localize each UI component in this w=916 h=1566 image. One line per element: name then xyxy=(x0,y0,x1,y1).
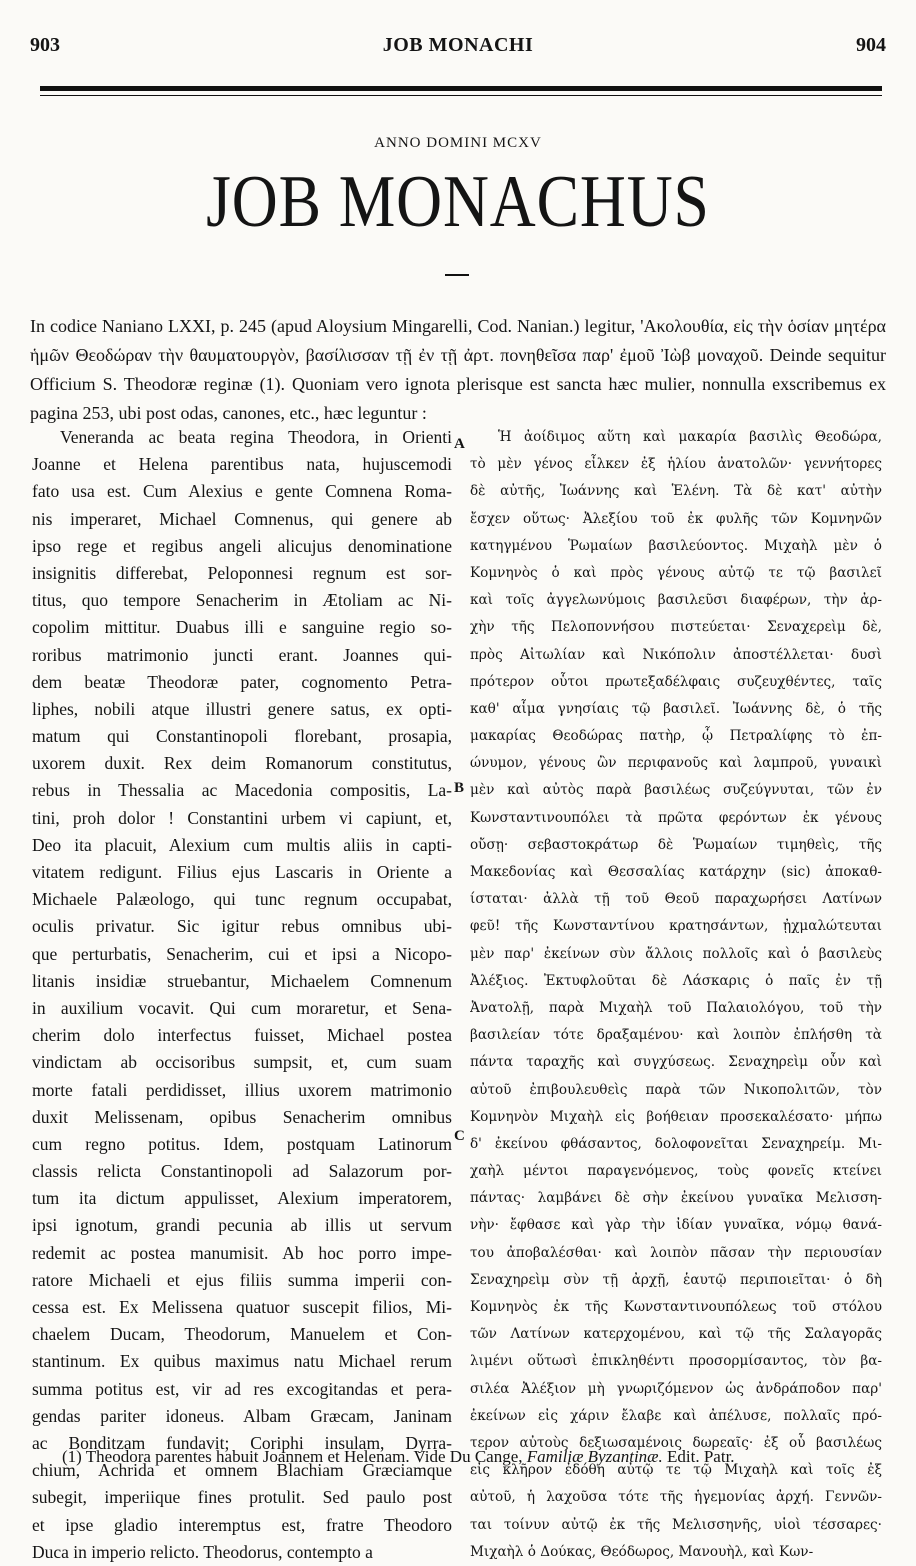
text-line: oculis privatur. Sic igitur rebus omnibus ubi- xyxy=(32,916,452,937)
page-number-left: 903 xyxy=(30,34,60,56)
text-line: classis relicta Constantinopoli ad Salazorum por- xyxy=(32,1161,452,1182)
text-line: litanis insidiæ struebantur, Michaelem Comnenum xyxy=(32,970,452,991)
text-line: χὴν τῆς Πελοποννήσου πιστεύεται· Σεναχερεὶμ δὲ, xyxy=(470,619,882,636)
running-title: JOB MONACHI xyxy=(382,34,534,56)
latin-column xyxy=(32,424,452,1566)
text-line: morte fatali perdidisset, illius uxorem matrimonio xyxy=(32,1079,452,1100)
text-line: ίσταται· ἀλλὰ τῇ τοῦ Θεοῦ παραχωρήσει Λατίνων xyxy=(470,891,882,908)
text-line: rebus in Thessalia ac Macedonia compositis, La- xyxy=(32,780,452,801)
text-line: subegit, imperiique fines protulit. Sed paulo post xyxy=(32,1487,452,1508)
header-rule-thin xyxy=(40,95,882,96)
text-line: Ἀνατολῇ, παρὰ Μιχαὴλ τοῦ Παλαιολόγου, τοῦ τὴν xyxy=(470,999,882,1016)
text-line: Κομνηνὸς ἐκ τῆς Κωνσταντινουπόλεως τοῦ στόλου xyxy=(470,1299,882,1315)
text-line: αὐτοῦ ἐπιβουλευθεὶς παρὰ τῶν Νικοπολιτῶν, τὸν xyxy=(470,1081,882,1098)
text-line: Μακεδονίας καὶ Θεσσαλίας κατάρχην (sic) ἀποκαθ- xyxy=(470,864,882,880)
text-line: Duca in imperio relicto. Theodorus, contempto a xyxy=(32,1541,373,1562)
text-line: τερον αὐτοὺς δεξιωσαμένοις δωρεαῖς· ἐξ οὗ βασιλέως xyxy=(470,1434,882,1451)
text-line: λιμένι οὕτωσὶ ἐπικληθέντι προσορμίσαντος, τὸν βα- xyxy=(470,1353,882,1370)
text-line: Κωνσταντινουπόλει τὰ πρῶτα φερόντων ἐκ γένους xyxy=(470,809,882,826)
text-line: τῶν Λατίνων κατερχομένου, καὶ τῷ τῆς Σαλαγορᾶς xyxy=(470,1326,882,1343)
text-line: εἰς κλῆρον ἐδόθη αὐτῷ τε τῷ Μιχαὴλ καὶ τοῖς ἐξ xyxy=(470,1462,882,1479)
anno-domini: ANNO DOMINI MCXV xyxy=(374,135,542,151)
text-line: δ' ἐκείνου φθάσαντος, δολοφονεῖται Σεναχηρείμ. Μι- xyxy=(470,1135,882,1152)
text-line: Σεναχηρεὶμ σὺν τῇ ἀρχῇ, ἑαυτῷ περιποιεῖται· ὁ δὴ xyxy=(470,1271,882,1288)
text-line: ratore Michaeli et ejus filiis summa imperii con- xyxy=(32,1269,452,1290)
text-line: vindictam ab occisoribus sumpsit, et, cum suam xyxy=(32,1052,452,1073)
margin-marker-b: B xyxy=(454,780,465,796)
text-line: Ἀλέξιος. Ἐκτυφλοῦται δὲ Λάσκαρις ὁ παῖς ἐν τῇ xyxy=(470,972,882,989)
text-line: ἔσχεν οὕτως· Ἀλεξίου τοῦ ἐκ φυλῆς τῶν Κομνηνῶν xyxy=(470,510,882,527)
text-line: ipsi ignotum, grandi pecunia ab illis ut servum xyxy=(32,1215,452,1236)
text-line: βασιλείαν τότε δραξαμένου· καὶ λοιπὸν ἐπλήσθη τὰ xyxy=(470,1027,882,1044)
text-line: Κομνηνὸς ὁ καὶ πρὸς γένους αὐτῷ τε τῷ βασιλεῖ xyxy=(470,564,882,581)
text-line: Veneranda ac beata regina Theodora, in Orienti xyxy=(60,427,452,447)
text-line: Joanne et Helena parentibus nata, hujuscemodi xyxy=(32,454,452,475)
text-line: chium, Achrida et omnem Blachiam Græciamque xyxy=(32,1460,452,1481)
text-line: πρότερον οὗτοι πρωτεξαδέλφαις συζευχθέντες, ταῖς xyxy=(470,673,882,690)
text-line: matum qui Constantinopoli florebant, prosapia, xyxy=(32,726,452,747)
text-line: Michaele Palæologo, qui tunc regnum occupabat, xyxy=(32,889,452,910)
text-line: fato usa est. Cum Alexius e gente Comnena Roma- xyxy=(32,481,452,502)
text-line: οὔσῃ· σεβαστοκράτωρ δὲ Ῥωμαίων τιμηθεὶς, τῆς xyxy=(470,836,882,853)
footnote xyxy=(62,1447,886,1467)
text-line: ται τοίνυν αὐτῷ ἐκ τῆς Μελισσηνῆς, υἱοὶ τέσσαρες· xyxy=(470,1516,882,1533)
text-line: cherim dolo interfectus fuisset, Michael postea xyxy=(32,1025,452,1046)
text-line: μὲν παρ' ἐκείνων σὺν ἄλλοις πολλοῖς καὶ ὁ βασιλεὺς xyxy=(470,945,882,962)
header-rule-thick xyxy=(40,86,882,91)
text-line: αὐτοῦ, ἡ λαχοῦσα τότε τῆς ἡγεμονίας ἀρχή. Γεννῶν- xyxy=(470,1489,882,1506)
text-line: μὲν καὶ αὐτὸς παρὰ βασιλέως συζεύγνυται, τῶν ἐν xyxy=(470,782,882,799)
title-dash xyxy=(445,274,469,276)
text-line: redemit ac postea manumisit. Ab hoc porro impe- xyxy=(32,1242,452,1263)
text-line: tini, proh dolor ! Constantini urbem vi capiunt, et, xyxy=(32,807,452,828)
greek-column xyxy=(470,424,882,1566)
text-line: του ἀποβαλέσθαι· καὶ λοιπὸν πᾶσαν τὴν περιουσίαν xyxy=(470,1244,882,1261)
text-line: gendas pariter idoneus. Albam Græcam, Janinam xyxy=(32,1405,452,1426)
text-line: vitatem redigunt. Filius ejus Lascaris in Oriente a xyxy=(32,862,452,882)
text-line: liphes, nobili atque illustri genere satus, ex opti- xyxy=(32,698,452,719)
text-line: καὶ τοῖς ἀγγελωνύμοις βασιλεῦσι διαφέρων, τὴν ἀρ- xyxy=(470,592,882,609)
text-line: duxit Melissenam, opibus Senacherim omnibus xyxy=(32,1106,452,1127)
footnote-edit: Edit. Patr. xyxy=(667,1447,735,1466)
text-line: χαὴλ μέντοι παραγενόμενος, τοὺς φονεῖς κτείνει xyxy=(470,1163,882,1180)
text-line: φεῦ! τῆς Κωνσταντίνου κρατησάντων, ᾐχμαλώτευται xyxy=(470,918,882,935)
text-line: νὴν· ἔφθασε καὶ γὰρ τὴν ἰδίαν γυναῖκα, νόμῳ θανά- xyxy=(470,1217,882,1234)
text-line: κατηγμένου Ῥωμαίων βασιλεύοντος. Μιχαὴλ μὲν ὁ xyxy=(470,537,882,554)
text-line: καθ' αἷμα γνησίαις τῷ βασιλεῖ. Ἰωάννης δὲ, ὁ τῆς xyxy=(470,700,882,717)
text-line: stantinum. Ex quibus maximus natu Michael rerum xyxy=(32,1351,452,1372)
text-line: roribus matrimonio juncti erant. Joannes qui- xyxy=(32,644,452,665)
text-line: ἐκείνων εἰς χάριν ἔλαβε καὶ ἀπέλυσε, πολλαῖς πρό- xyxy=(470,1407,882,1424)
text-line: nis imperaret, Michael Comnenus, qui genere ab xyxy=(32,508,452,529)
text-line: summa potitus est, vir ad res excogitandas et pera- xyxy=(32,1378,452,1399)
footnote-italic: Familiæ Byzantinæ. xyxy=(526,1447,663,1466)
text-line: ac Bonditzam fundavit; Coriphi insulam, Dyrra- xyxy=(32,1432,452,1453)
page-number-right: 904 xyxy=(856,34,886,56)
running-header xyxy=(30,34,886,58)
text-line: cessa est. Ex Melissena quatuor suscepit filios, Mi- xyxy=(32,1297,452,1317)
text-line: dem beatæ Theodoræ pater, cognomento Petra- xyxy=(32,671,452,692)
text-line: Ἡ ἀοίδιμος αὕτη καὶ μακαρία βασιλὶς Θεοδώρα, xyxy=(498,429,882,445)
margin-marker-a: A xyxy=(454,436,465,452)
footnote-text: (1) Theodora parentes habuit Joannem et Helenam. Vide Du Cange, xyxy=(62,1447,523,1466)
text-line: πάντα ταραχῆς καὶ συγχύσεως. Σεναχηρεὶμ οὖν καὶ xyxy=(470,1054,882,1071)
text-line: uxorem duxit. Rex deim Romanorum constitutus, xyxy=(32,753,452,774)
text-line: ώνυμον, γένους ὢν περιφανοῦς καὶ λαμπροῦ, γυναικὶ xyxy=(470,755,882,772)
text-line: Deo ita placuit, Alexium cum multis aliis in capti- xyxy=(32,834,452,855)
text-line: μακαρίας Θεοδώρας πατὴρ, ᾧ Πετραλίφης τὸ ἐπ- xyxy=(470,728,882,745)
text-line: τὸ μὲν γένος εἶλκεν ἐξ ἡλίου ἀνατολῶν· γεννήτορες xyxy=(470,456,882,473)
text-line: σιλέα Ἀλέξιον μὴ γνωριζόμενον ὡς ἀνδράποδον παρ' xyxy=(470,1380,882,1397)
text-line: in auxilium vocavit. Qui cum moraretur, et Sena- xyxy=(32,997,452,1018)
text-line: que perturbatis, Senacherim, cui et ipsi a Nicopo- xyxy=(32,943,452,964)
page-title: JOB MONACHUS xyxy=(206,161,710,243)
text-line: et ipse gladio interemptus est, fratre Theodoro xyxy=(32,1514,452,1535)
text-line: Κομνηνὸν Μιχαὴλ εἰς βοήθειαν προσεκαλέσατο· μήπω xyxy=(470,1108,882,1125)
text-line: chaelem Ducam, Theodorum, Manuelem et Con- xyxy=(32,1324,452,1345)
text-line: Μιχαὴλ ὁ Δούκας, Θεόδωρος, Μανουὴλ, καὶ Κων- xyxy=(470,1543,814,1560)
text-line: δὲ αὐτῆς, Ἰωάννης καὶ Ἑλένη. Τὰ δὲ κατ' αὐτὴν xyxy=(470,483,882,500)
text-line: titus, quo tempore Senacherim in Ætoliam ac Ni- xyxy=(32,590,452,611)
text-line: copolim mittitur. Duabus illi e sanguine regio so- xyxy=(32,617,452,638)
text-line: insignitis differebat, Peloponnesi regnum est sor- xyxy=(32,562,452,583)
text-line: πρὸς Αἰτωλίαν καὶ Νικόπολιν ἀποστέλλεται· δυσὶ xyxy=(470,646,882,663)
intro-paragraph: In codice Naniano LXXI, p. 245 (apud Aloysium Mingarelli, Cod. Nanian.) legitur, 'Ακολουθία, εἰς τὴν ὁσίαν μητέρα ἡμῶν Θεοδώραν τὴν θαυματουργὸν, βασίλισσαν τῇ ἐν τῇ ἀρτ. πονηθεῖσα παρ' ἐμοῦ Ἰὼβ μοναχοῦ. Deinde sequitur Officium S. Theodoræ reginæ (1). Quoniam vero ignota plerisque est sancta hæc mulier, nonnulla exscribemus ex pagina 253, ubi post odas, canones, etc., hæc leguntur : xyxy=(30,316,886,423)
text-line: πάντας· λαμβάνει δὲ σὴν ἐκείνου γυναῖκα Μελισση- xyxy=(470,1190,882,1207)
text-line: cum regno potitus. Idem, postquam Latinorum xyxy=(32,1133,452,1154)
text-line: ipso rege et regibus angeli alicujus denominatione xyxy=(32,535,452,556)
margin-marker-c: C xyxy=(454,1128,465,1144)
text-line: tum ita dictum appulisset, Alexium imperatorem, xyxy=(32,1188,452,1209)
